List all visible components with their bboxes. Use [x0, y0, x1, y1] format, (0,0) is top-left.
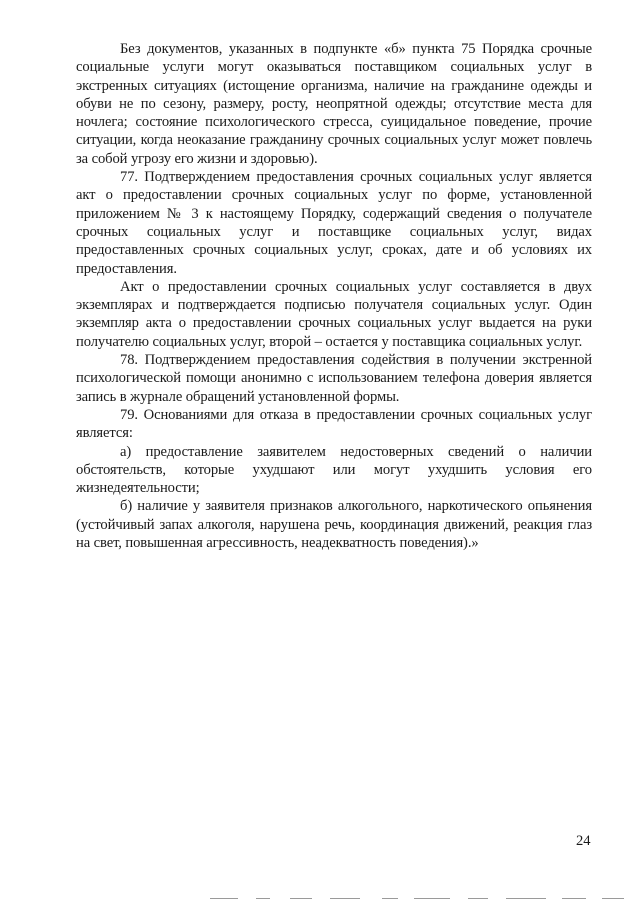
list-item-a: а) предоставление заявителем недостоверных сведений о наличии обстоятельств, которые ухудшают или могут ухудшить условия его жизнедеятельности; [76, 443, 592, 497]
paragraph-78: 78. Подтверждением предоставления содействия в получении экстренной психологической помощи анонимно с использованием телефона доверия является запись в журнале обращений установленной формы. [76, 352, 592, 405]
list-item-b: б) наличие у заявителя признаков алкогольного, наркотического опьянения (устойчивый запах алкоголя, нарушена речь, координация движений, реакция глаз на свет, повышенная агрессивность, неадекватность поведения).» [76, 498, 592, 552]
paragraph-79: 79. Основаниями для отказа в предоставлении срочных социальных услуг является: [76, 406, 592, 442]
paragraph-77: 77. Подтверждением предоставления срочных социальных услуг является акт о предоставлении срочных социальных услуг по форме, установленной приложением № 3 к настоящему Порядку, содержащий сведения о получателе срочных социальных услуг и поставщике социальных услуг, видах предоставленных срочных социальных услуг, сроках, дате и об условиях их предоставления. [76, 169, 592, 277]
paragraph-act-copies: Акт о предоставлении срочных социальных услуг составляется в двух экземплярах и подтверждается подписью получателя социальных услуг. Один экземпляр акта о предоставлении срочных социальных услуг выдается на руки получателю социальных услуг, второй – остается у поставщика социальных услуг. [76, 278, 592, 350]
paragraph-emergency-services: Без документов, указанных в подпункте «б» пункта 75 Порядка срочные социальные услуги могут оказываться поставщиком социальных услуг в экстренных ситуациях (истощение организма, наличие на гражданине одежды и обуви не по сезону, размеру, росту, неопрятной одежды; отсутствие места для ночлега; состояние психологического стресса, суицидальное поведение, прочие ситуации, когда неоказание гражданину срочных социальных услуг может повлечь за собой угрозу его жизни и здоровью). [76, 41, 592, 167]
scan-edge-marks [210, 896, 630, 902]
page-number: 24 [576, 833, 591, 849]
document-body [76, 40, 592, 552]
